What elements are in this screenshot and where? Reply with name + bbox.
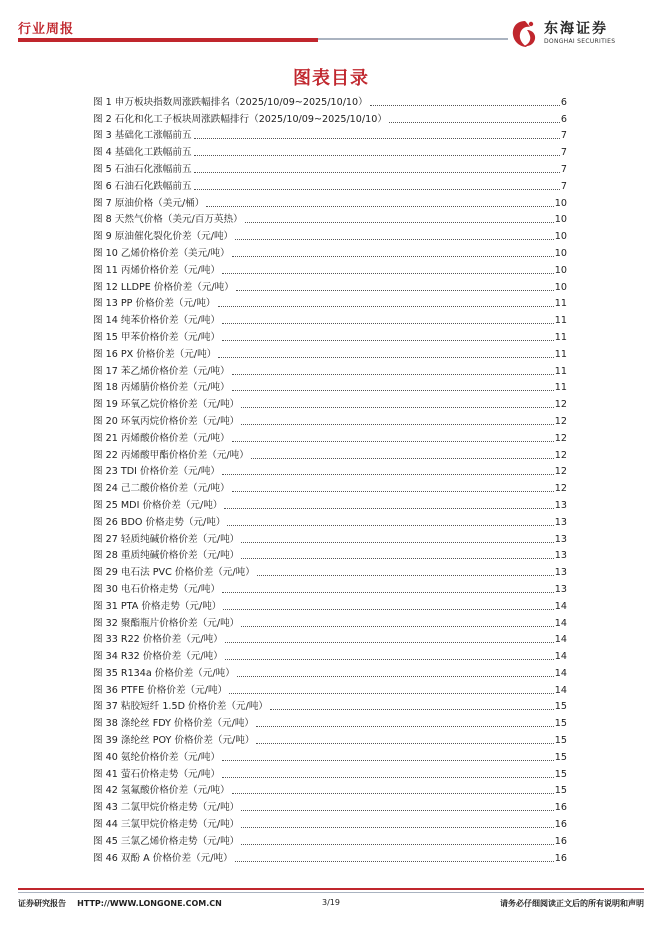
- toc-entry-label: 图 28 重质纯碱价格价差（元/吨）: [93, 550, 240, 562]
- footer-left: 证券研究报告 HTTP://WWW.LONGONE.COM.CN: [18, 899, 222, 908]
- toc-leader-dots: [225, 658, 554, 660]
- toc-entry[interactable]: [93, 663, 567, 680]
- toc-entry-page: 6: [560, 96, 567, 108]
- toc-entry-page: 11: [554, 348, 567, 360]
- toc-entry-label: 图 2 石化和化工子板块周涨跌幅排行（2025/10/09~2025/10/10）: [93, 113, 387, 125]
- toc-leader-dots: [241, 541, 554, 543]
- toc-entry-page: 12: [554, 399, 567, 411]
- toc-leader-dots: [235, 860, 554, 862]
- toc-entry-page: 14: [554, 651, 567, 663]
- footer-rule-red: [18, 888, 644, 890]
- brand-logo: [510, 18, 645, 52]
- brand-subtitle: DONGHAI SECURITIES: [544, 38, 616, 45]
- toc-list: [93, 92, 567, 865]
- footer-page-number: 3/19: [322, 898, 340, 907]
- toc-entry-label: 图 42 氢氟酸价格价差（元/吨）: [93, 785, 230, 797]
- toc-entry-label: 图 37 粘胶短纤 1.5D 价格价差（元/吨）: [93, 701, 269, 713]
- toc-entry-page: 14: [554, 600, 567, 612]
- toc-leader-dots: [245, 221, 554, 223]
- toc-entry-page: 7: [560, 147, 567, 159]
- toc-entry-label: 图 8 天然气价格（美元/百万英热）: [93, 214, 243, 226]
- toc-leader-dots: [251, 457, 554, 459]
- toc-entry-page: 6: [560, 113, 567, 125]
- toc-leader-dots: [270, 708, 554, 710]
- toc-entry-label: 图 6 石油石化跌幅前五: [93, 180, 192, 192]
- toc-entry[interactable]: [93, 478, 567, 495]
- toc-entry-page: 15: [554, 751, 567, 763]
- toc-entry-label: 图 45 三氯乙烯价格走势（元/吨）: [93, 835, 240, 847]
- toc-entry-label: 图 21 丙烯酸价格价差（元/吨）: [93, 432, 230, 444]
- toc-leader-dots: [257, 574, 554, 576]
- toc-leader-dots: [232, 792, 554, 794]
- toc-entry[interactable]: [93, 176, 567, 193]
- toc-entry-page: 12: [554, 483, 567, 495]
- toc-leader-dots: [232, 373, 554, 375]
- toc-leader-dots: [206, 205, 553, 207]
- toc-entry-page: 16: [554, 802, 567, 814]
- toc-entry[interactable]: [93, 260, 567, 277]
- toc-leader-dots: [241, 423, 554, 425]
- toc-leader-dots: [227, 524, 553, 526]
- toc-entry-label: 图 1 申万板块指数周涨跌幅排名（2025/10/09~2025/10/10）: [93, 96, 368, 108]
- toc-entry[interactable]: [93, 680, 567, 697]
- toc-entry-page: 15: [554, 785, 567, 797]
- donghai-logo-icon: [510, 18, 540, 50]
- toc-entry-label: 图 5 石油石化涨幅前五: [93, 163, 192, 175]
- toc-leader-dots: [256, 725, 554, 727]
- toc-leader-dots: [232, 255, 554, 257]
- toc-entry[interactable]: [93, 613, 567, 630]
- toc-entry-page: 10: [554, 264, 567, 276]
- toc-entry-label: 图 22 丙烯酸甲酯价格价差（元/吨）: [93, 449, 249, 461]
- toc-entry-page: 10: [554, 281, 567, 293]
- toc-entry-label: 图 23 TDI 价格价差（元/吨）: [93, 466, 221, 478]
- toc-leader-dots: [222, 272, 554, 274]
- toc-entry-page: 13: [554, 499, 567, 511]
- toc-entry[interactable]: [93, 109, 567, 126]
- toc-title: 图表目录: [293, 68, 369, 89]
- toc-leader-dots: [222, 759, 554, 761]
- toc-entry-label: 图 17 苯乙烯价格价差（元/吨）: [93, 365, 230, 377]
- toc-leader-dots: [256, 742, 553, 744]
- toc-entry[interactable]: [93, 226, 567, 243]
- footer-rule-gray: [18, 892, 644, 893]
- toc-leader-dots: [194, 137, 560, 139]
- toc-entry[interactable]: [93, 730, 567, 747]
- toc-entry-page: 16: [554, 835, 567, 847]
- toc-entry[interactable]: [93, 713, 567, 730]
- toc-entry-label: 图 33 R22 价格价差（元/吨）: [93, 634, 223, 646]
- toc-entry[interactable]: [93, 596, 567, 613]
- toc-entry-page: 15: [554, 735, 567, 747]
- report-type: 行业周报: [18, 22, 75, 37]
- toc-entry-page: 11: [554, 382, 567, 394]
- toc-leader-dots: [194, 154, 560, 156]
- toc-leader-dots: [241, 557, 554, 559]
- toc-leader-dots: [222, 473, 554, 475]
- toc-leader-dots: [237, 675, 554, 677]
- toc-entry-page: 10: [554, 231, 567, 243]
- toc-entry-label: 图 31 PTA 价格走势（元/吨）: [93, 600, 222, 612]
- toc-entry[interactable]: [93, 579, 567, 596]
- toc-entry[interactable]: [93, 428, 567, 445]
- toc-entry[interactable]: [93, 781, 567, 798]
- toc-entry-page: 13: [554, 567, 567, 579]
- toc-entry-label: 图 11 丙烯价格价差（元/吨）: [93, 264, 221, 276]
- toc-leader-dots: [224, 507, 553, 509]
- toc-leader-dots: [229, 692, 554, 694]
- toc-entry-label: 图 20 环氧丙烷价格价差（元/吨）: [93, 415, 240, 427]
- toc-entry-label: 图 15 甲苯价格价差（元/吨）: [93, 331, 221, 343]
- toc-entry-label: 图 10 乙烯价格价差（美元/吨）: [93, 247, 230, 259]
- brand-name: 东海证券: [544, 21, 608, 37]
- toc-entry[interactable]: [93, 142, 567, 159]
- toc-entry-page: 14: [554, 634, 567, 646]
- toc-entry-label: 图 3 基础化工涨幅前五: [93, 130, 192, 142]
- toc-entry-page: 12: [554, 466, 567, 478]
- toc-entry[interactable]: [93, 361, 567, 378]
- toc-entry[interactable]: [93, 193, 567, 210]
- toc-entry[interactable]: [93, 562, 567, 579]
- toc-entry-label: 图 13 PP 价格价差（元/吨）: [93, 298, 216, 310]
- toc-entry-label: 图 25 MDI 价格价差（元/吨）: [93, 499, 223, 511]
- toc-entry-page: 11: [554, 298, 567, 310]
- toc-entry-label: 图 18 丙烯腈价格价差（元/吨）: [93, 382, 230, 394]
- toc-entry-page: 10: [554, 214, 567, 226]
- toc-entry-label: 图 40 氨纶价格价差（元/吨）: [93, 751, 221, 763]
- toc-entry[interactable]: [93, 814, 567, 831]
- toc-entry-label: 图 39 涤纶丝 POY 价格价差（元/吨）: [93, 735, 255, 747]
- toc-entry[interactable]: [93, 747, 567, 764]
- toc-entry-page: 11: [554, 365, 567, 377]
- toc-entry[interactable]: [93, 294, 567, 311]
- toc-entry-label: 图 46 双酚 A 价格价差（元/吨）: [93, 852, 233, 864]
- toc-entry[interactable]: [93, 546, 567, 563]
- toc-entry-page: 11: [554, 315, 567, 327]
- header-rule-gray: [318, 38, 508, 40]
- toc-entry-page: 16: [554, 852, 567, 864]
- toc-entry[interactable]: [93, 646, 567, 663]
- toc-entry-label: 图 9 原油催化裂化价差（元/吨）: [93, 231, 234, 243]
- toc-entry-page: 12: [554, 449, 567, 461]
- toc-entry-page: 14: [554, 667, 567, 679]
- toc-entry[interactable]: [93, 630, 567, 647]
- toc-leader-dots: [223, 608, 553, 610]
- toc-entry-label: 图 34 R32 价格价差（元/吨）: [93, 651, 223, 663]
- toc-entry-page: 15: [554, 701, 567, 713]
- toc-entry[interactable]: [93, 327, 567, 344]
- toc-entry[interactable]: [93, 797, 567, 814]
- toc-entry-label: 图 30 电石价格走势（元/吨）: [93, 583, 221, 595]
- toc-leader-dots: [222, 776, 554, 778]
- toc-leader-dots: [222, 322, 554, 324]
- footer-disclaimer: 请务必仔细阅读正文后的所有说明和声明: [500, 899, 644, 908]
- toc-leader-dots: [218, 356, 553, 358]
- toc-entry[interactable]: [93, 445, 567, 462]
- toc-leader-dots: [232, 490, 554, 492]
- toc-entry-label: 图 27 轻质纯碱价格价差（元/吨）: [93, 533, 240, 545]
- toc-leader-dots: [241, 809, 554, 811]
- toc-entry-page: 13: [554, 550, 567, 562]
- toc-entry-label: 图 41 萤石价格走势（元/吨）: [93, 768, 221, 780]
- toc-entry-label: 图 35 R134a 价格价差（元/吨）: [93, 667, 235, 679]
- toc-entry[interactable]: [93, 277, 567, 294]
- toc-entry[interactable]: [93, 394, 567, 411]
- toc-entry-label: 图 38 涤纶丝 FDY 价格价差（元/吨）: [93, 718, 255, 730]
- toc-entry-label: 图 29 电石法 PVC 价格价差（元/吨）: [93, 567, 255, 579]
- toc-entry-page: 14: [554, 684, 567, 696]
- toc-entry[interactable]: [93, 126, 567, 143]
- toc-entry-label: 图 26 BDO 价格走势（元/吨）: [93, 516, 226, 528]
- toc-entry-label: 图 24 己二酸价格价差（元/吨）: [93, 483, 230, 495]
- toc-leader-dots: [222, 591, 554, 593]
- toc-leader-dots: [222, 339, 554, 341]
- toc-leader-dots: [236, 289, 554, 291]
- toc-leader-dots: [232, 389, 554, 391]
- toc-entry-page: 10: [554, 197, 567, 209]
- toc-entry-page: 13: [554, 533, 567, 545]
- toc-entry[interactable]: [93, 411, 567, 428]
- toc-leader-dots: [218, 305, 554, 307]
- toc-entry-label: 图 7 原油价格（美元/桶）: [93, 197, 205, 209]
- toc-entry[interactable]: [93, 764, 567, 781]
- toc-entry-page: 7: [560, 130, 567, 142]
- toc-entry-page: 10: [554, 247, 567, 259]
- toc-entry-page: 11: [554, 331, 567, 343]
- toc-entry[interactable]: [93, 462, 567, 479]
- toc-entry-page: 12: [554, 432, 567, 444]
- toc-entry[interactable]: [93, 243, 567, 260]
- toc-entry-label: 图 4 基础化工跌幅前五: [93, 147, 192, 159]
- toc-entry[interactable]: [93, 848, 567, 865]
- toc-entry[interactable]: [93, 697, 567, 714]
- toc-leader-dots: [370, 104, 560, 106]
- toc-entry-page: 15: [554, 718, 567, 730]
- header-rule-red: [18, 38, 318, 42]
- toc-entry-label: 图 14 纯苯价格价差（元/吨）: [93, 315, 221, 327]
- toc-entry-page: 16: [554, 819, 567, 831]
- toc-leader-dots: [194, 188, 560, 190]
- toc-entry-page: 15: [554, 768, 567, 780]
- toc-leader-dots: [241, 406, 554, 408]
- toc-entry-label: 图 32 聚酯瓶片价格价差（元/吨）: [93, 617, 240, 629]
- toc-entry-page: 12: [554, 415, 567, 427]
- toc-entry-page: 13: [554, 583, 567, 595]
- toc-leader-dots: [241, 843, 554, 845]
- toc-leader-dots: [389, 121, 560, 123]
- toc-entry[interactable]: [93, 378, 567, 395]
- toc-entry[interactable]: [93, 92, 567, 109]
- toc-entry[interactable]: [93, 529, 567, 546]
- toc-entry-page: 13: [554, 516, 567, 528]
- toc-entry-label: 图 12 LLDPE 价格价差（元/吨）: [93, 281, 234, 293]
- toc-entry-label: 图 36 PTFE 价格价差（元/吨）: [93, 684, 228, 696]
- toc-leader-dots: [241, 826, 554, 828]
- toc-entry[interactable]: [93, 344, 567, 361]
- toc-entry[interactable]: [93, 210, 567, 227]
- toc-leader-dots: [194, 171, 560, 173]
- toc-entry[interactable]: [93, 512, 567, 529]
- toc-entry-page: 14: [554, 617, 567, 629]
- toc-entry-label: 图 16 PX 价格价差（元/吨）: [93, 348, 217, 360]
- toc-entry-label: 图 19 环氧乙烷价格价差（元/吨）: [93, 399, 240, 411]
- toc-leader-dots: [235, 238, 554, 240]
- toc-entry[interactable]: [93, 310, 567, 327]
- toc-entry-label: 图 43 二氯甲烷价格走势（元/吨）: [93, 802, 240, 814]
- toc-entry[interactable]: [93, 831, 567, 848]
- toc-entry-page: 7: [560, 163, 567, 175]
- toc-entry-page: 7: [560, 180, 567, 192]
- toc-leader-dots: [241, 625, 554, 627]
- toc-entry[interactable]: [93, 159, 567, 176]
- toc-entry-label: 图 44 三氯甲烷价格走势（元/吨）: [93, 819, 240, 831]
- toc-leader-dots: [225, 641, 554, 643]
- toc-entry[interactable]: [93, 495, 567, 512]
- toc-leader-dots: [232, 440, 554, 442]
